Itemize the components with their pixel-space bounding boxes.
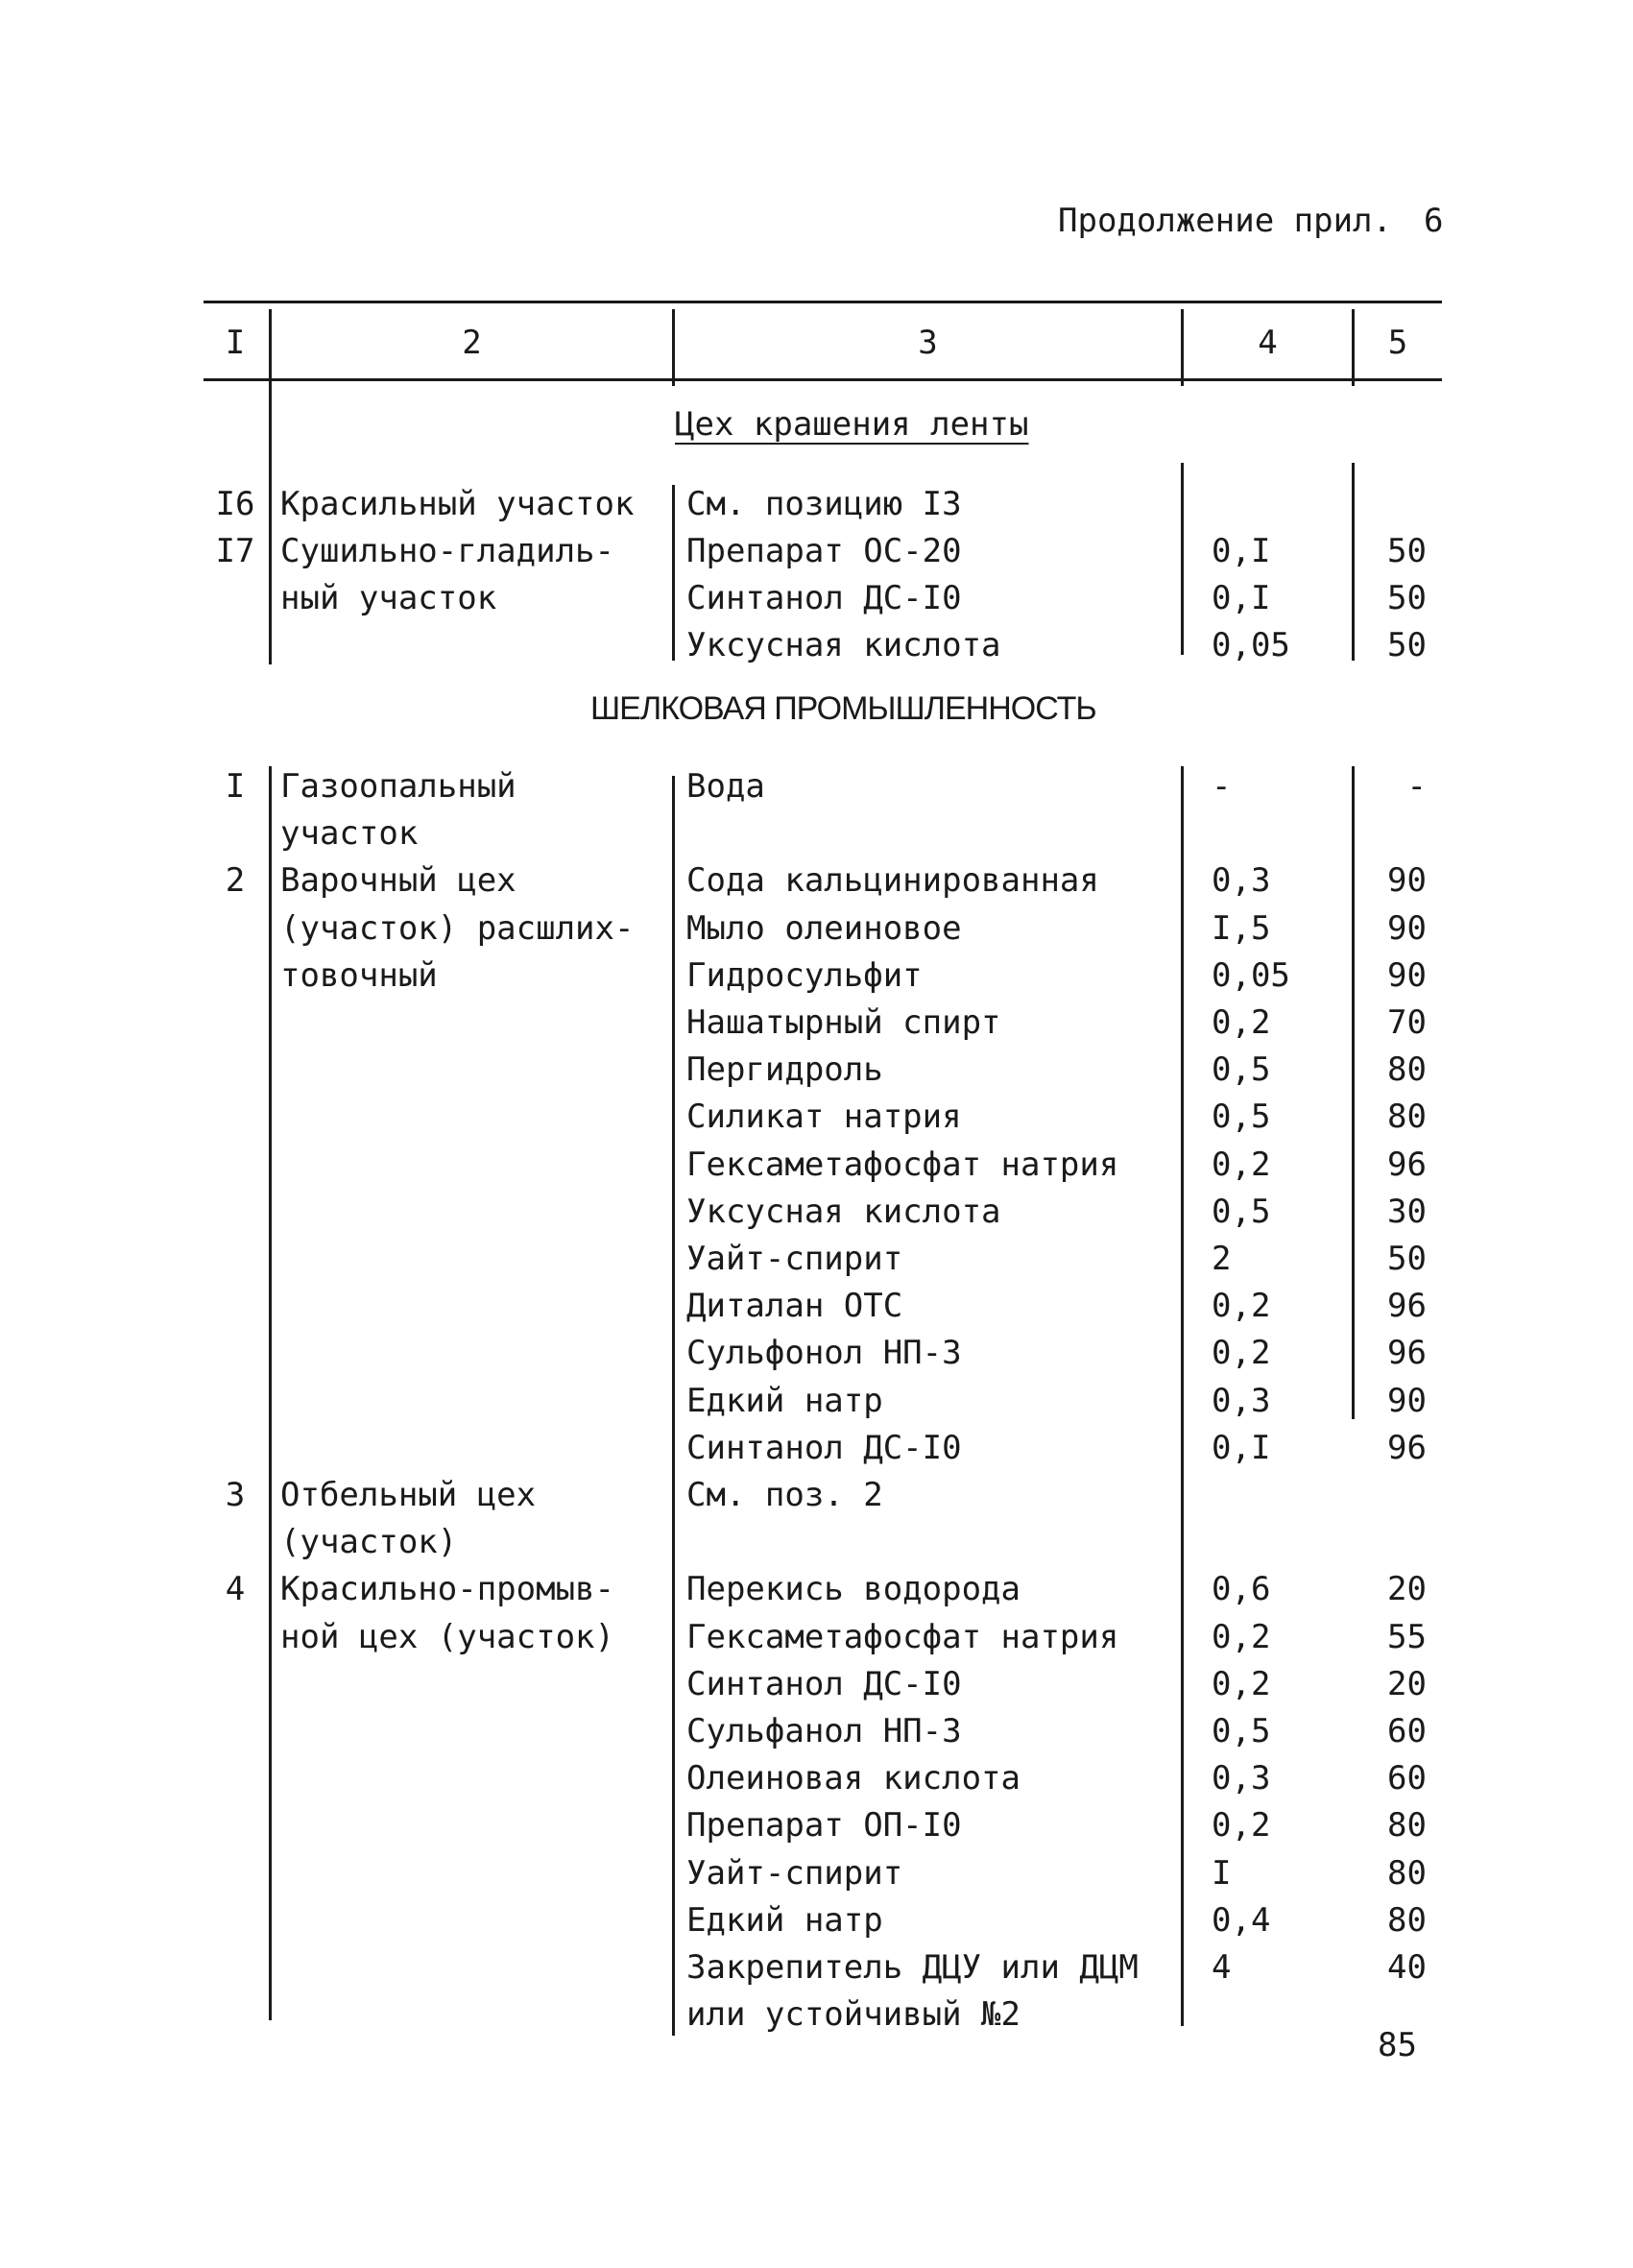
silk-row-21-substance: Сульфанол НП-3 [686,1712,962,1750]
ribbon-row-1-substance: См. позицию I3 [686,485,962,523]
silk-row-1-area: Газоопальный [280,767,516,806]
ribbon-row-4-conc: 0,05 [1212,626,1290,664]
section-title-ribbon-dyeing: Цех крашения ленты [675,405,1029,444]
silk-row-22-temp: 60 [1387,1759,1427,1798]
silk-row-14-conc: 0,3 [1212,1382,1271,1420]
silk-row-3-substance: Сода кальцинированная [686,861,1099,900]
ribbon-row-3-substance: Синтанол ДС-I0 [686,579,962,617]
silk-row-25-conc: 0,4 [1212,1901,1271,1940]
silk-row-2-area: участок [280,814,419,853]
silk-row-3-temp: 90 [1387,861,1427,900]
silk-row-19-conc: 0,2 [1212,1618,1271,1656]
page-number: 85 [1378,2026,1417,2064]
appendix-number: 6 [1424,202,1444,240]
col-separator-3 [1181,766,1184,2026]
ribbon-row-2-conc: 0,I [1212,532,1271,570]
silk-row-12-substance: Диталан ОТС [686,1287,903,1325]
silk-row-17-area: (участок) [280,1523,458,1561]
col-separator-4 [1352,309,1355,386]
silk-row-11-temp: 50 [1387,1240,1427,1278]
ribbon-row-1-area: Красильный участок [280,485,635,523]
silk-row-18-area: Красильно-промыв- [280,1570,614,1608]
silk-row-12-temp: 96 [1387,1287,1427,1325]
silk-row-5-conc: 0,05 [1212,956,1290,995]
silk-row-24-substance: Уайт-спирит [686,1854,903,1893]
ribbon-row-3-area: ный участок [280,579,497,617]
ribbon-row-4-temp: 50 [1387,626,1427,664]
silk-row-24-temp: 80 [1387,1854,1427,1893]
header-col-2: 2 [462,324,482,362]
silk-row-5-area: товочный [280,956,438,995]
col-separator-2 [672,485,675,661]
silk-row-23-temp: 80 [1387,1806,1427,1845]
silk-row-19-area: ной цех (участок) [280,1618,614,1656]
silk-row-3-conc: 0,3 [1212,861,1271,900]
silk-row-9-substance: Гексаметафосфат натрия [686,1146,1119,1184]
header-col-1: I [225,324,246,362]
col-separator-3 [1181,463,1184,655]
ribbon-row-4-substance: Уксусная кислота [686,626,1001,664]
section-title-silk-industry: ШЕЛКОВАЯ ПРОМЫШЛЕННОСТЬ [590,690,1096,727]
silk-row-6-conc: 0,2 [1212,1003,1271,1042]
silk-row-14-substance: Едкий натр [686,1382,883,1420]
silk-row-12-conc: 0,2 [1212,1287,1271,1325]
silk-row-1-num: I [225,767,246,806]
silk-row-1-conc: - [1212,767,1232,806]
silk-row-8-substance: Силикат натрия [686,1098,962,1136]
silk-row-25-temp: 80 [1387,1901,1427,1940]
silk-row-9-conc: 0,2 [1212,1146,1271,1184]
silk-row-1-temp: - [1406,767,1427,806]
silk-row-5-temp: 90 [1387,956,1427,995]
ribbon-row-2-substance: Препарат ОС-20 [686,532,962,570]
silk-row-23-substance: Препарат ОП-I0 [686,1806,962,1845]
silk-row-7-conc: 0,5 [1212,1050,1271,1089]
silk-row-9-temp: 96 [1387,1146,1427,1184]
ribbon-row-2-num: I7 [215,532,255,570]
col-separator-3 [1181,309,1184,386]
silk-row-20-conc: 0,2 [1212,1665,1271,1703]
ribbon-row-2-temp: 50 [1387,532,1427,570]
silk-row-18-substance: Перекись водорода [686,1570,1021,1608]
silk-row-16-num: 3 [225,1476,246,1514]
silk-row-20-substance: Синтанол ДС-I0 [686,1665,962,1703]
ribbon-row-1-num: I6 [215,485,255,523]
silk-row-22-substance: Олеиновая кислота [686,1759,1021,1798]
silk-row-25-substance: Едкий натр [686,1901,883,1940]
silk-row-18-temp: 20 [1387,1570,1427,1608]
silk-row-18-conc: 0,6 [1212,1570,1271,1608]
silk-row-8-temp: 80 [1387,1098,1427,1136]
silk-row-19-substance: Гексаметафосфат натрия [686,1618,1119,1656]
silk-row-18-num: 4 [225,1570,246,1608]
col-separator-2 [672,309,675,386]
header-col-3: 3 [918,324,938,362]
silk-row-1-substance: Вода [686,767,765,806]
silk-row-6-substance: Нашатырный спирт [686,1003,1001,1042]
continuation-label: Продолжение прил. [1058,202,1392,240]
silk-row-16-substance: См. поз. 2 [686,1476,883,1514]
silk-row-15-substance: Синтанол ДС-I0 [686,1429,962,1467]
silk-row-5-substance: Гидросульфит [686,956,923,995]
silk-row-3-num: 2 [225,861,246,900]
silk-row-8-conc: 0,5 [1212,1098,1271,1136]
silk-row-21-temp: 60 [1387,1712,1427,1750]
silk-row-13-temp: 96 [1387,1334,1427,1372]
silk-row-26-temp: 40 [1387,1948,1427,1987]
silk-row-13-conc: 0,2 [1212,1334,1271,1372]
silk-row-4-substance: Мыло олеиновое [686,909,962,948]
silk-row-7-substance: Пергидроль [686,1050,883,1089]
silk-row-15-conc: 0,I [1212,1429,1271,1467]
silk-row-20-temp: 20 [1387,1665,1427,1703]
silk-row-26-substance: Закрепитель ДЦУ или ДЦМ [686,1948,1139,1987]
col-separator-2 [672,776,675,2036]
col-separator-1 [269,766,272,2020]
silk-row-4-conc: I,5 [1212,909,1271,948]
silk-row-16-area: Отбельный цех [280,1476,537,1514]
table-header-rule [204,378,1442,381]
silk-row-4-temp: 90 [1387,909,1427,948]
silk-row-27-substance: или устойчивый №2 [686,1995,1021,2034]
ribbon-row-3-conc: 0,I [1212,579,1271,617]
silk-row-4-area: (участок) расшлих- [280,909,635,948]
silk-row-21-conc: 0,5 [1212,1712,1271,1750]
silk-row-26-conc: 4 [1212,1948,1232,1987]
ribbon-row-2-area: Сушильно-гладиль- [280,532,614,570]
header-col-4: 4 [1258,324,1278,362]
silk-row-19-temp: 55 [1387,1618,1427,1656]
table-top-rule [204,301,1442,303]
silk-row-11-substance: Уайт-спирит [686,1240,903,1278]
silk-row-22-conc: 0,3 [1212,1759,1271,1798]
silk-row-11-conc: 2 [1212,1240,1232,1278]
silk-row-10-substance: Уксусная кислота [686,1193,1001,1231]
header-col-5: 5 [1387,324,1408,362]
silk-row-13-substance: Сульфонол НП-3 [686,1334,962,1372]
silk-row-10-conc: 0,5 [1212,1193,1271,1231]
silk-row-10-temp: 30 [1387,1193,1427,1231]
silk-row-6-temp: 70 [1387,1003,1427,1042]
silk-row-23-conc: 0,2 [1212,1806,1271,1845]
silk-row-14-temp: 90 [1387,1382,1427,1420]
col-separator-1 [269,309,272,664]
silk-row-24-conc: I [1212,1854,1232,1893]
silk-row-3-area: Варочный цех [280,861,516,900]
silk-row-15-temp: 96 [1387,1429,1427,1467]
ribbon-row-3-temp: 50 [1387,579,1427,617]
silk-row-7-temp: 80 [1387,1050,1427,1089]
